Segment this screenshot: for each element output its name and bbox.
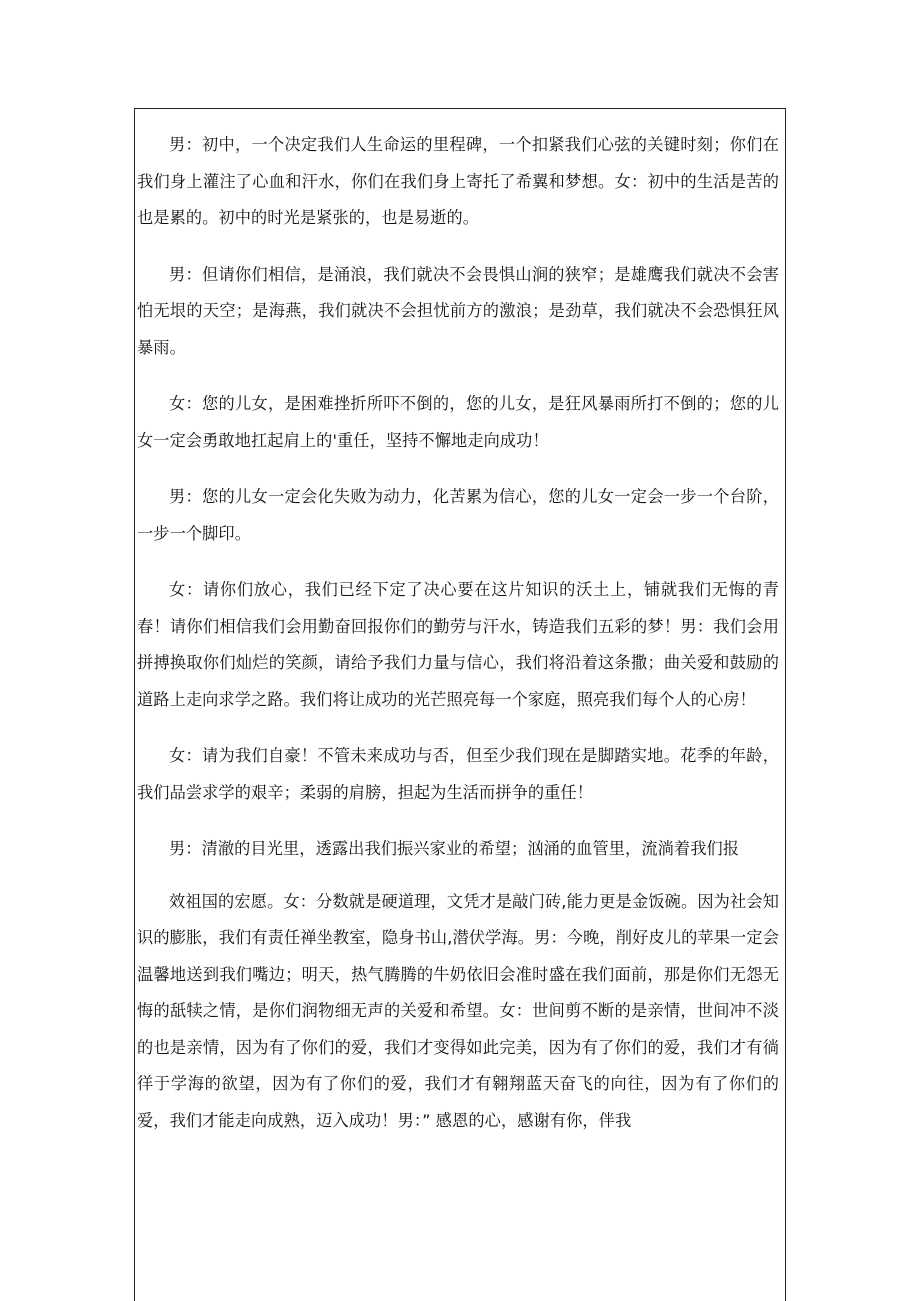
document-frame	[134, 108, 786, 1301]
paragraph-2: 男：但请你们相信，是涌浪，我们就决不会畏惧山涧的狭窄；是雄鹰我们就决不会害怕无垠的天空；是海燕，我们就决不会担忧前方的激浪；是劲草，我们就决不会恐惧狂风暴雨。	[137, 264, 779, 357]
paragraph-1: 男：初中，一个决定我们人生命运的里程碑，一个扣紧我们心弦的关键时刻；你们在我们身上灌注了心血和汗水，你们在我们身上寄托了希翼和梦想。女：初中的生活是苦的也是累的。初中的时光是紧张的，也是易逝的。	[137, 135, 779, 227]
paragraph-5: 女：请你们放心，我们已经下定了决心要在这片知识的沃土上，铺就我们无悔的青春！请你们相信我们会用勤奋回报你们的勤劳与汗水，铸造我们五彩的梦！男：我们会用拼搏换取你们灿烂的笑颜，请给予我们力量与信心，我们将沿着这条撒；曲关爱和鼓励的道路上走向求学之路。我们将让成功的光芒照亮每一个家庭，照亮我们每个人的心房！	[137, 580, 779, 709]
paragraph-8: 效祖国的宏愿。女：分数就是硬道理，文凭才是敲门砖,能力更是金饭碗。因为社会知识的膨胀，我们有责任禅坐教室，隐身书山,潜伏学海。男：今晚，削好皮儿的苹果一定会温馨地送到我们嘴边；明天，热气腾腾的牛奶依旧会准时盛在我们面前，那是你们无怨无悔的舐犊之情，是你们润物细无声的关爱和希望。女：世间剪不断的是亲情，世间冲不淡的也是亲情，因为有了你们的爱，我们才变得如此完美，因为有了你们的爱，我们才有徜徉于学海的欲望，因为有了你们的爱，我们才有翱翔蓝天奋飞的向往，因为有了你们的爱，我们才能走向成熟，迈入成功！男：” 感恩的心，感谢有你，伴我	[137, 891, 779, 1130]
paragraph-7: 男：清澈的目光里，透露出我们振兴家业的希望；汹涌的血管里，流淌着我们报	[169, 839, 740, 858]
paragraph-4: 男：您的儿女一定会化失败为动力，化苦累为信心，您的儿女一定会一步一个台阶，一步一个脚印。	[137, 487, 779, 543]
paragraph-6: 女：请为我们自豪！不管未来成功与否，但至少我们现在是脚踏实地。花季的年龄，我们品尝求学的艰辛；柔弱的肩膀，担起为生活而拼争的重任！	[137, 746, 779, 802]
paragraph-3: 女：您的儿女，是困难挫折所吓不倒的，您的儿女，是狂风暴雨所打不倒的；您的儿女一定会勇敢地扛起肩上的'重任，坚持不懈地走向成功！	[137, 394, 779, 450]
